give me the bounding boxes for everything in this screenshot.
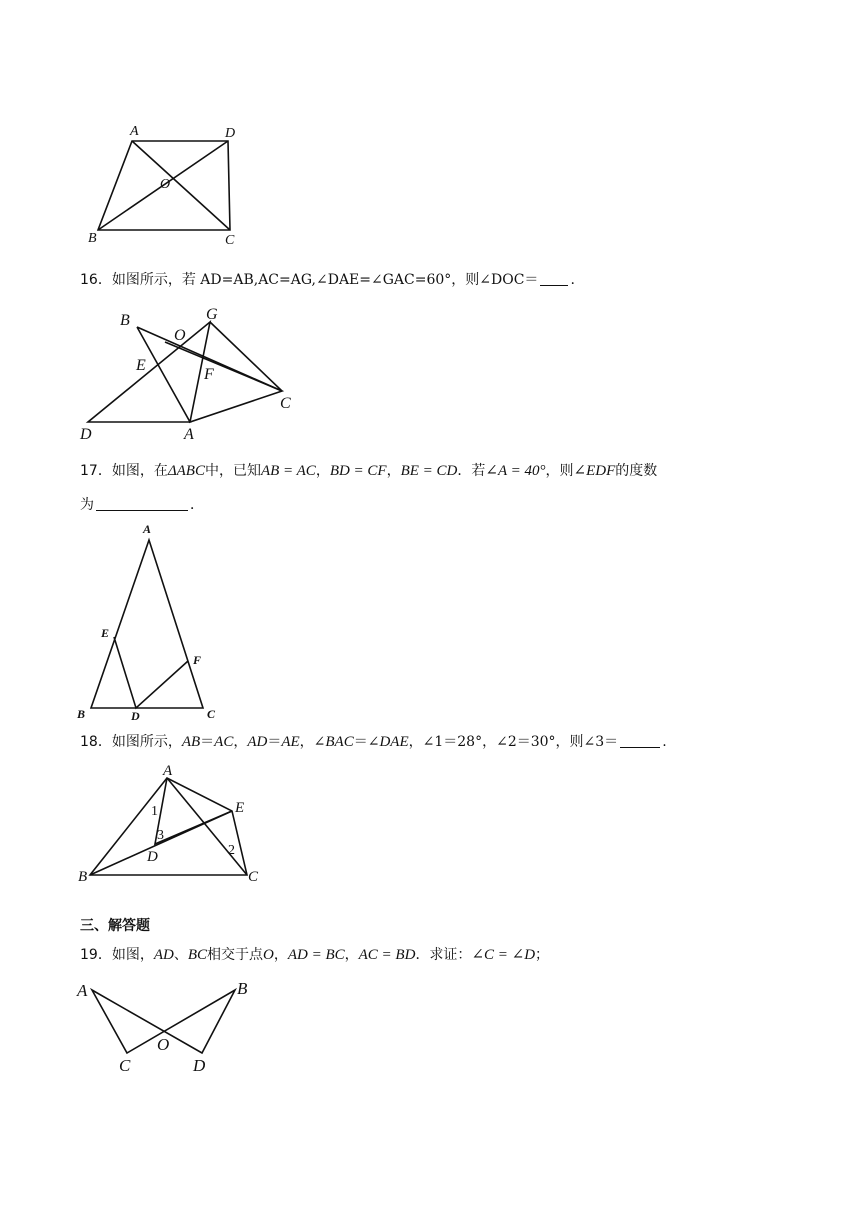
text-run: ， <box>386 463 401 479</box>
question-16 <box>80 270 575 290</box>
text-run: ， <box>273 947 288 963</box>
math-run: ∠A = 40° <box>485 463 546 479</box>
question-end: . <box>570 272 575 288</box>
label-A: A <box>130 124 139 139</box>
math-run: ∠EDF <box>573 463 616 479</box>
math-run: AC = BD <box>358 947 416 963</box>
figure-19 <box>75 978 265 1078</box>
label-B: B <box>77 707 86 721</box>
question-end: ． <box>190 497 204 513</box>
text-run: ，则 <box>545 463 574 479</box>
label-O: O <box>174 327 186 344</box>
label-E: E <box>235 800 245 816</box>
label-D: D <box>225 126 236 141</box>
text-run: 的度数 <box>615 463 658 479</box>
question-number: 17． <box>80 463 112 479</box>
figure-17 <box>75 520 235 725</box>
text-run: ， <box>233 734 248 750</box>
text-run: ．求证： <box>415 947 472 963</box>
answer-blank[interactable] <box>96 496 188 511</box>
label-E: E <box>101 626 110 640</box>
question-end: . <box>662 734 667 750</box>
label-B: B <box>237 979 248 998</box>
text-run: 如图所示， <box>111 734 182 750</box>
text-run: ，∠1＝28°，∠2＝30°，则∠3＝ <box>408 734 619 750</box>
label-F: F <box>193 653 202 667</box>
text-run: 为 <box>80 497 94 513</box>
question-number: 19． <box>80 947 112 963</box>
text-run: 如图， <box>111 947 154 963</box>
answer-blank[interactable] <box>540 271 568 286</box>
math-run: BC <box>187 947 207 963</box>
section-heading: 三、解答题 <box>80 918 150 934</box>
question-17 <box>80 461 657 481</box>
math-run: O <box>263 947 274 963</box>
text-run: ．若 <box>457 463 486 479</box>
math-run: BE = CD <box>400 463 458 479</box>
label-B: B <box>78 869 88 885</box>
figure-15 <box>80 120 260 250</box>
question-18 <box>80 732 667 752</box>
text-run: 、 <box>173 947 188 963</box>
math-run: BAC <box>325 734 354 750</box>
label-C: C <box>207 707 216 721</box>
math-run: AD <box>247 734 268 750</box>
question-17-line-2 <box>80 495 204 515</box>
label-2: 2 <box>228 843 235 858</box>
math-run: AB <box>181 734 201 750</box>
math-run: AD = BC <box>287 947 345 963</box>
math-run: AE <box>281 734 300 750</box>
label-E: E <box>136 357 146 374</box>
text-run: ，∠ <box>299 734 326 750</box>
figure-18 <box>75 765 275 890</box>
math-run: AC <box>214 734 234 750</box>
label-D: D <box>193 1056 206 1075</box>
answer-blank[interactable] <box>620 733 660 748</box>
label-A: A <box>77 981 88 1000</box>
label-B: B <box>120 312 130 329</box>
question-number: 18． <box>80 734 112 750</box>
text-run: 如图，在 <box>111 463 168 479</box>
label-D: D <box>80 426 92 443</box>
math-run: DAE <box>379 734 409 750</box>
question-number: 16． <box>80 272 112 288</box>
math-run: AB = AC <box>260 463 316 479</box>
label-F: F <box>204 366 214 383</box>
figure-16 <box>80 305 310 445</box>
label-C: C <box>119 1056 131 1075</box>
math-run: BD = CF <box>329 463 387 479</box>
math-run: ∠C = ∠D <box>471 947 536 963</box>
label-D: D <box>131 709 140 723</box>
text-run: ； <box>535 947 550 963</box>
text-run: 相交于点 <box>207 947 263 963</box>
math-run: ΔABC <box>167 463 205 479</box>
label-G: G <box>206 306 218 323</box>
question-19 <box>80 945 549 965</box>
text-run: ＝∠ <box>353 734 380 750</box>
text-run: ， <box>344 947 359 963</box>
text-run: 中，已知 <box>204 463 261 479</box>
math-run: AD <box>153 947 174 963</box>
text-run: ， <box>315 463 330 479</box>
label-A: A <box>163 763 173 779</box>
label-C: C <box>280 395 291 412</box>
label-B: B <box>88 231 97 246</box>
label-O: O <box>160 177 171 192</box>
label-1: 1 <box>151 804 158 819</box>
label-3: 3 <box>157 828 164 843</box>
label-A: A <box>143 522 152 536</box>
label-A: A <box>184 426 194 443</box>
label-O: O <box>157 1035 170 1054</box>
text-run: ＝ <box>200 734 215 750</box>
label-C: C <box>248 869 259 885</box>
text-run: ＝ <box>267 734 282 750</box>
label-C: C <box>225 233 235 248</box>
question-text: 如图所示，若 AD=AB,AC=AG,∠DAE=∠GAC=60°，则∠DOC＝ <box>111 272 539 288</box>
label-D: D <box>147 849 158 865</box>
